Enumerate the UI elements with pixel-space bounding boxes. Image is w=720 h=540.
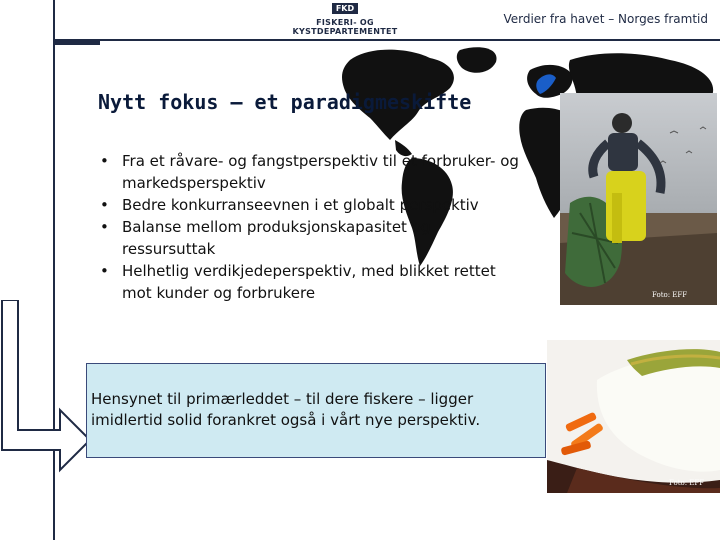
bullet-list [96, 150, 526, 304]
bullet-dot: • [100, 218, 109, 236]
bullet-dot: • [100, 152, 109, 170]
logo-name: FISKERI- OG KYSTDEPARTEMENTET [292, 18, 398, 36]
bullet-text: Helhetlig verdikjedeperspektiv, med blikket rettet mot kunder og forbrukere [122, 262, 496, 302]
bullet-item [96, 150, 526, 194]
fisherman-illustration [560, 93, 717, 305]
header-accent-strip [55, 39, 100, 45]
photo-credit: Foto: EFF [669, 479, 705, 487]
bullet-item [96, 194, 526, 216]
fkd-logo [270, 3, 420, 35]
arrow-graphic [0, 300, 100, 490]
bullet-text: Balanse mellom produksjonskapasitet og ressursuttak [122, 218, 431, 258]
fish-dish-illustration [547, 340, 720, 493]
callout-text: Hensynet til primærleddet – til dere fiskere – ligger imidlertid solid forankret også i vårt nye perspektiv. [91, 390, 481, 429]
bullet-text: Bedre konkurranseevnen i et globalt perspektiv [122, 196, 479, 214]
photo-credit: Foto: EFF [652, 291, 688, 299]
bullet-item [96, 260, 526, 304]
bullet-dot: • [100, 262, 109, 280]
fisherman-photo [560, 93, 717, 305]
fish-dish-photo [547, 340, 720, 493]
bullet-dot: • [100, 196, 109, 214]
bullet-item [96, 216, 526, 260]
slide-title: Nytt fokus – et paradigmeskifte [98, 90, 472, 114]
bullet-text: Fra et råvare- og fangstperspektiv til et forbruker- og markedsperspektiv [122, 152, 519, 192]
presentation-title: Verdier fra havet – Norges framtid [503, 12, 708, 26]
logo-badge: FKD [332, 3, 358, 14]
